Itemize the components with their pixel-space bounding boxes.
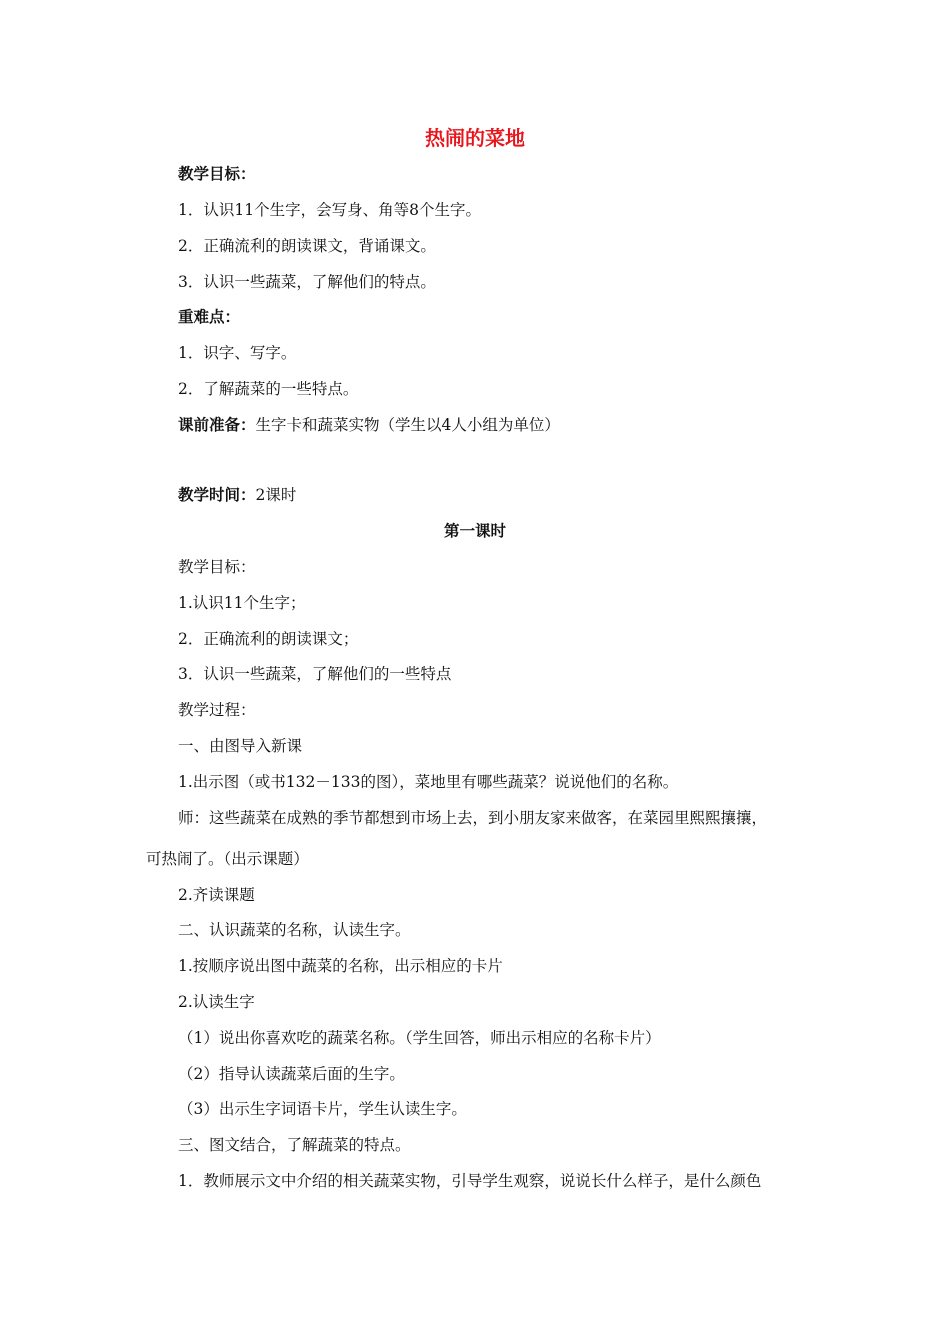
lesson1-line: 教学过程： bbox=[178, 701, 256, 719]
lesson1-line: 三、图文结合，了解蔬菜的特点。 bbox=[178, 1136, 411, 1154]
lesson1-line: 可热闹了。（出示课题） bbox=[146, 850, 309, 868]
lesson1-line: 3．认识一些蔬菜，了解他们的一些特点 bbox=[178, 665, 452, 683]
prep-value: 生字卡和蔬菜实物（学生以4人小组为单位） bbox=[255, 416, 560, 434]
lesson1-line: 2.齐读课题 bbox=[178, 886, 255, 904]
goal-item-1: 1．认识11个生字，会写身、角等8个生字。 bbox=[178, 201, 481, 219]
time-label: 教学时间： bbox=[178, 486, 256, 504]
time-line bbox=[178, 485, 296, 505]
lesson1-line: 一、由图导入新课 bbox=[178, 737, 303, 755]
lesson1-line: 1.按顺序说出图中蔬菜的名称，出示相应的卡片 bbox=[178, 957, 503, 975]
lesson1-heading: 第一课时 bbox=[443, 522, 506, 540]
lesson1-line: 教学目标： bbox=[178, 558, 256, 576]
lesson1-line: （1）说出你喜欢吃的蔬菜名称。（学生回答，师出示相应的名称卡片） bbox=[178, 1029, 661, 1047]
lesson1-line: 1．教师展示文中介绍的相关蔬菜实物，引导学生观察，说说长什么样子，是什么颜色 bbox=[178, 1172, 762, 1190]
lesson1-line: 师：这些蔬菜在成熟的季节都想到市场上去，到小朋友家来做客，在菜园里熙熙攘攘， bbox=[178, 809, 768, 827]
prep-line bbox=[178, 415, 560, 435]
difficulties-heading: 重难点： bbox=[178, 308, 241, 326]
lesson1-line: 二、认识蔬菜的名称，认读生字。 bbox=[178, 921, 411, 939]
lesson1-line: （3）出示生字词语卡片，学生认读生字。 bbox=[178, 1100, 467, 1118]
lesson1-line: 1.认识11个生字； bbox=[178, 594, 306, 612]
lesson1-line: （2）指导认读蔬菜后面的生字。 bbox=[178, 1065, 405, 1083]
goal-item-3: 3．认识一些蔬菜，了解他们的特点。 bbox=[178, 273, 436, 291]
time-value: 2课时 bbox=[255, 486, 297, 504]
goals-heading: 教学目标： bbox=[178, 165, 256, 183]
lesson1-line: 2．正确流利的朗读课文； bbox=[178, 630, 359, 648]
goal-item-2: 2．正确流利的朗读课文，背诵课文。 bbox=[178, 237, 436, 255]
lesson1-line: 1.出示图（或书132－133的图），菜地里有哪些蔬菜？说说他们的名称。 bbox=[178, 773, 679, 791]
lesson1-line: 2.认读生字 bbox=[178, 993, 255, 1011]
difficulty-item-2: 2．了解蔬菜的一些特点。 bbox=[178, 380, 359, 398]
prep-label: 课前准备： bbox=[178, 416, 256, 434]
document-title: 热闹的菜地 bbox=[425, 126, 525, 150]
difficulty-item-1: 1．识字、写字。 bbox=[178, 344, 297, 362]
